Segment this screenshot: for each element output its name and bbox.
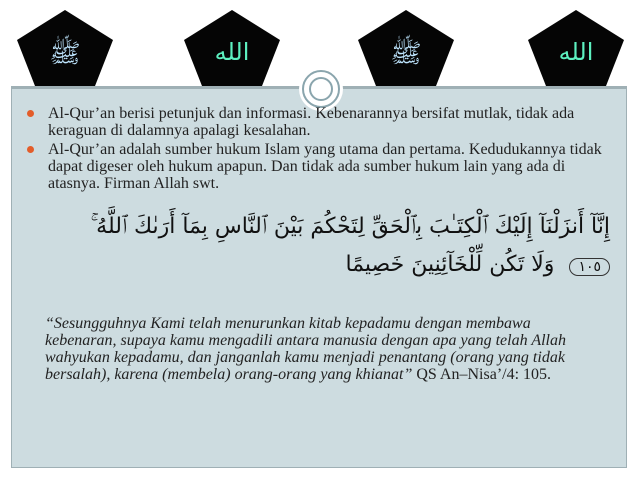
verse-reference: QS An–Nisa’/4: 105. (416, 366, 552, 383)
arabic-line-2 (345, 252, 610, 277)
translation-text: “Sesungguhnya Kami telah menurunkan kitab kepadamu dengan membawa kebenaran, supaya kamu mengadili antara manusia dengan apa yang telah Allah wahyukan kepadamu, dan janganlah kamu menjadi penantang (orang yang tidak bersalah), karena (membela) orang-orang yang khianat” (45, 315, 566, 383)
medallion-inner-ring (309, 77, 333, 101)
allah-calligraphy-icon (526, 8, 626, 88)
svg-text:ﷺ: ﷺ (49, 39, 81, 69)
bullet-item (18, 141, 618, 192)
svg-text:ﷺ: ﷺ (390, 39, 422, 69)
bullet-list (18, 105, 618, 194)
svg-text:الله: الله (558, 38, 594, 66)
muhammad-calligraphy-icon (356, 8, 456, 88)
verse-translation (45, 315, 605, 383)
bullet-text: Al-Qur’an berisi petunjuk dan informasi. Kebenarannya bersifat mutlak, tidak ada keraguan di dalamnya apalagi kesalahan. (48, 105, 575, 139)
bullet-text: Al-Qur’an adalah sumber hukum Islam yang utama dan pertama. Kedudukannya tidak dapat digeser oleh hukum apapun. Dan tidak ada sumber hukum lain yang ada di atasnya. Firman Allah swt. (48, 141, 602, 192)
svg-text:الله: الله (214, 38, 250, 66)
arabic-line-2-text: وَلَا تَكُن لِّلْخَآئِنِينَ خَصِيمًا (345, 252, 555, 277)
muhammad-calligraphy-icon (15, 8, 115, 88)
bullet-dot-icon (27, 110, 34, 117)
quran-verse (40, 214, 610, 294)
arabic-line-1: إِنَّآ أَنزَلْنَآ إِلَيْكَ ٱلْكِتَـٰبَ بِٱلْحَقِّ لِتَحْكُمَ بَيْنَ ٱلنَّاسِ بِمَآ أَرَىٰكَ ٱللَّهُ ۚ (90, 214, 610, 239)
bullet-dot-icon (27, 146, 34, 153)
allah-calligraphy-icon (182, 8, 282, 88)
ayah-number: ١٠٥ (569, 258, 610, 276)
medallion-ornament (302, 70, 340, 108)
bullet-item (18, 105, 618, 139)
